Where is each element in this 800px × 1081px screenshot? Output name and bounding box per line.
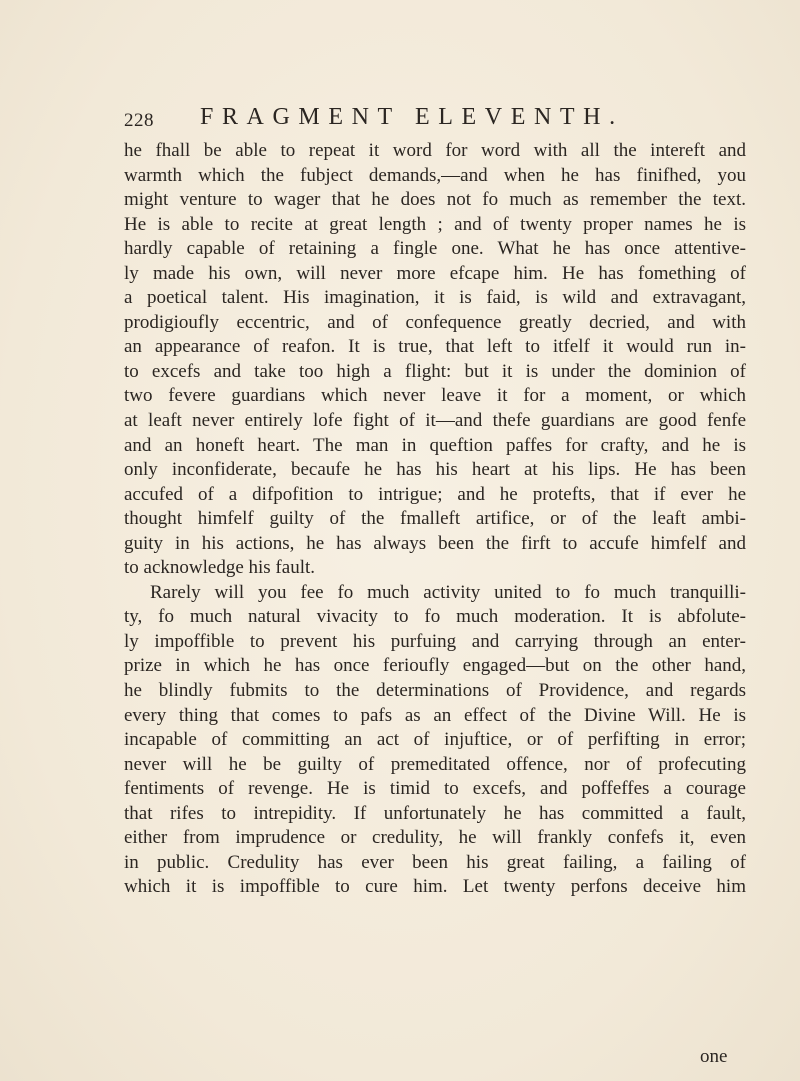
text-line: two fevere guardians which never leave it for a moment, or which <box>124 385 746 407</box>
text-line: and an honeft heart. The man in queftion paffes for crafty, and he is <box>124 434 746 456</box>
catchword: one <box>700 1046 728 1067</box>
text-line: thought himfelf guilty of the fmalleft artifice, or of the leaft ambi- <box>124 508 746 530</box>
text-line: in public. Credulity has ever been his great failing, a failing of <box>124 851 746 873</box>
text-line: he fhall be able to repeat it word for word with all the intereft and <box>124 140 746 161</box>
text-line: which it is impoffible to cure him. Let twenty perfons deceive him <box>124 876 746 898</box>
text-line: a poetical talent. His imagination, it is faid, is wild and extravagant, <box>124 287 746 309</box>
running-head <box>124 104 744 138</box>
text-line: to excefs and take too high a flight: but it is under the dominion of <box>124 360 746 382</box>
text-line: he blindly fubmits to the determinations of Providence, and regards <box>124 680 746 702</box>
text-line: at leaft never entirely lofe fight of it—and thefe guardians are good fenfe <box>124 410 746 432</box>
text-line: never will he be guilty of premeditated offence, nor of profecuting <box>124 753 746 775</box>
text-line: either from imprudence or credulity, he will frankly confefs it, even <box>124 827 746 849</box>
text-line: warmth which the fubject demands,—and when he has finifhed, you <box>124 164 746 186</box>
text-line: ly made his own, will never more efcape him. He has fomething of <box>124 262 746 284</box>
text-line: that rifes to intrepidity. If unfortunately he has committed a fault, <box>124 802 746 824</box>
paragraph-start-line: Rarely will you fee fo much activity united to fo much tranquilli- <box>150 581 746 603</box>
chapter-title: FRAGMENT ELEVENTH. <box>200 104 624 130</box>
text-line: incapable of committing an act of injuftice, or of perfifting in error; <box>124 729 746 751</box>
text-line: He is able to recite at great length ; and of twenty proper names he is <box>124 213 746 235</box>
body-text <box>124 139 746 900</box>
text-line: prize in which he has once ferioufly engaged—but on the other hand, <box>124 655 746 677</box>
text-line: might venture to wager that he does not fo much as remember the text. <box>124 189 746 211</box>
text-line: prodigioufly eccentric, and of confequence greatly decried, and with <box>124 311 746 333</box>
text-line: every thing that comes to pafs as an effect of the Divine Will. He is <box>124 704 746 726</box>
text-line: accufed of a difpofition to intrigue; and he protefts, that if ever he <box>124 483 746 505</box>
text-line: ty, fo much natural vivacity to fo much moderation. It is abfolute- <box>124 606 746 628</box>
text-line: ly impoffible to prevent his purfuing and carrying through an enter- <box>124 630 746 652</box>
text-line: only inconfiderate, becaufe he has his heart at his lips. He has been <box>124 459 746 481</box>
page-number: 228 <box>124 110 154 131</box>
text-line: fentiments of revenge. He is timid to excefs, and poffeffes a courage <box>124 778 746 800</box>
text-line: hardly capable of retaining a fingle one. What he has once attentive- <box>124 238 746 260</box>
paragraph-end-line: to acknowledge his fault. <box>124 557 316 579</box>
text-line: guity in his actions, he has always been the firft to accufe himfelf and <box>124 532 746 554</box>
text-line: an appearance of reafon. It is true, that left to itfelf it would run in- <box>124 336 746 358</box>
